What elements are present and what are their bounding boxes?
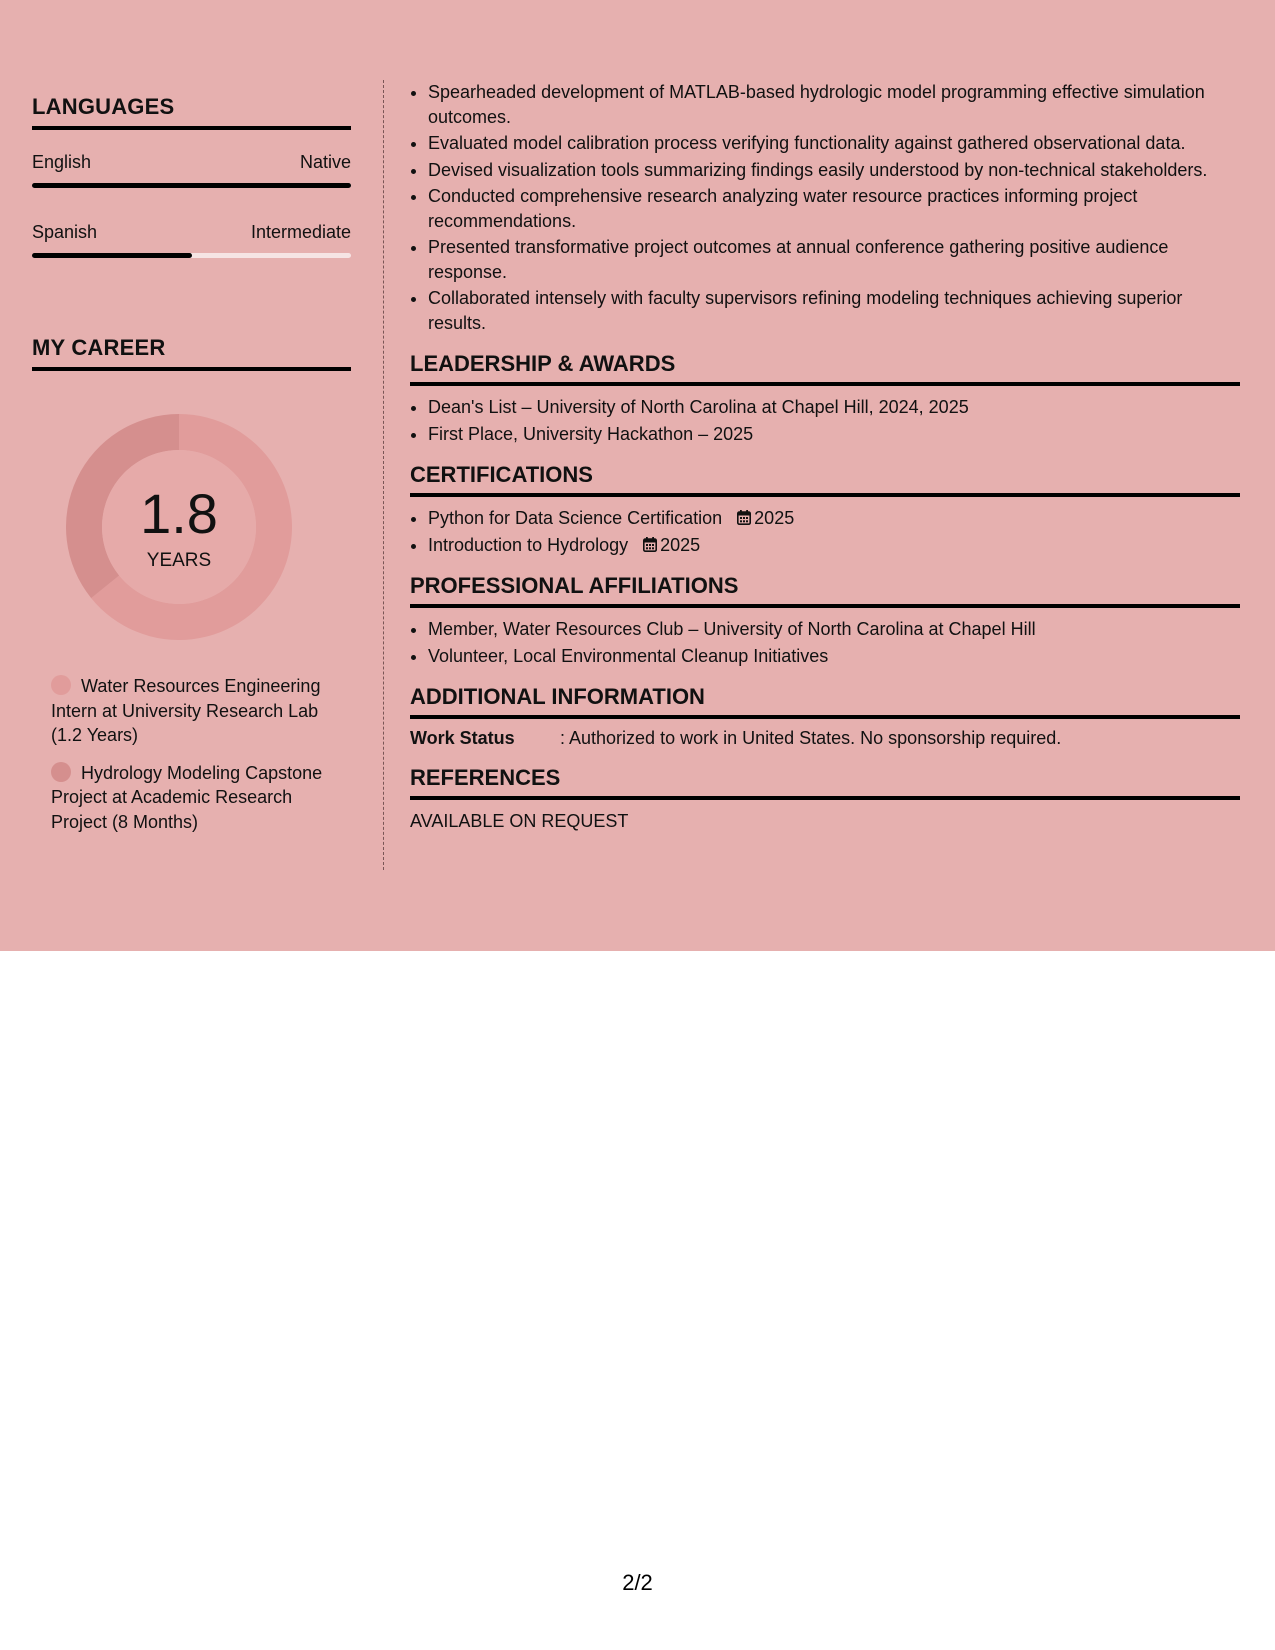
experience-bullet: • Collaborated intensely with faculty supervisors refining modeling techniques achieving superior results.	[428, 286, 1240, 335]
career-title: MY CAREER	[32, 335, 351, 371]
experience-bullet: • Conducted comprehensive research analyzing water resource practices informing project recommendations.	[428, 184, 1240, 233]
career-role-label: Hydrology Modeling Capstone Project at Academic Research Project (8 Months)	[51, 762, 323, 832]
language-level: Native	[299, 152, 351, 172]
legend-dot-icon	[51, 675, 71, 695]
languages-title: LANGUAGES	[32, 94, 351, 130]
certification-year: 2025	[660, 534, 701, 555]
leadership-section	[410, 351, 1240, 446]
references-section	[410, 765, 1240, 832]
right-column	[410, 80, 1240, 832]
career-legend-item	[51, 761, 341, 835]
language-english	[32, 152, 351, 188]
column-divider	[383, 80, 384, 870]
experience-bullet: • Presented transformative project outcomes at annual conference gathering positive audience response.	[428, 235, 1240, 284]
references-title: REFERENCES	[410, 765, 1240, 800]
affiliations-title: PROFESSIONAL AFFILIATIONS	[410, 573, 1240, 608]
career-legend-item	[51, 674, 341, 748]
references-text: AVAILABLE ON REQUEST	[410, 811, 629, 831]
additional-info-section	[410, 684, 1240, 749]
career-role-label: Water Resources Engineering Intern at University Research Lab (1.2 Years)	[51, 676, 321, 745]
certification-item	[428, 506, 1240, 531]
language-proficiency-fill	[32, 253, 192, 258]
affiliation-item: • Volunteer, Local Environmental Cleanup Initiatives	[428, 644, 1240, 669]
career-legend	[51, 674, 341, 847]
certification-item	[428, 533, 1240, 558]
experience-bullet: • Evaluated model calibration process verifying functionality against gathered observational data.	[428, 131, 1240, 156]
page-number: 2/2	[622, 1570, 653, 1595]
certifications-section	[410, 462, 1240, 557]
certification-name: Python for Data Science Certification	[428, 508, 723, 528]
certification-name: Introduction to Hydrology	[428, 534, 629, 555]
work-status-value: : Authorized to work in United States. No sponsorship required.	[560, 728, 1062, 748]
calendar-icon	[737, 510, 751, 525]
leadership-item: • First Place, University Hackathon – 2025	[428, 422, 1240, 447]
certifications-title: CERTIFICATIONS	[410, 462, 1240, 497]
experience-bullet: • Devised visualization tools summarizing findings easily understood by non-technical stakeholders.	[428, 158, 1240, 183]
affiliations-section	[410, 573, 1240, 668]
language-proficiency-bar	[32, 253, 351, 258]
calendar-icon	[643, 537, 657, 552]
language-level: Intermediate	[250, 222, 351, 242]
work-status-row	[410, 728, 1240, 749]
language-name: English	[32, 152, 92, 172]
experience-bullet: • Spearheaded development of MATLAB-based hydrologic model programming effective simulation outcomes.	[428, 80, 1240, 129]
work-status-label: Work Status	[410, 728, 515, 748]
leadership-item: • Dean's List – University of North Carolina at Chapel Hill, 2024, 2025	[428, 395, 1240, 420]
language-spanish	[32, 222, 351, 258]
experience-bullet-list	[410, 80, 1240, 335]
language-name: Spanish	[32, 222, 98, 242]
career-donut-chart	[66, 414, 292, 640]
language-proficiency-bar	[32, 183, 351, 188]
career-total-value: 1.8	[140, 482, 218, 545]
legend-dot-icon	[51, 762, 71, 782]
language-proficiency-fill	[32, 183, 351, 188]
additional-info-title: ADDITIONAL INFORMATION	[410, 684, 1240, 719]
career-total-unit: YEARS	[146, 550, 212, 571]
affiliation-item: • Member, Water Resources Club – University of North Carolina at Chapel Hill	[428, 617, 1240, 642]
leadership-title: LEADERSHIP & AWARDS	[410, 351, 1240, 386]
certification-year: 2025	[754, 508, 795, 528]
